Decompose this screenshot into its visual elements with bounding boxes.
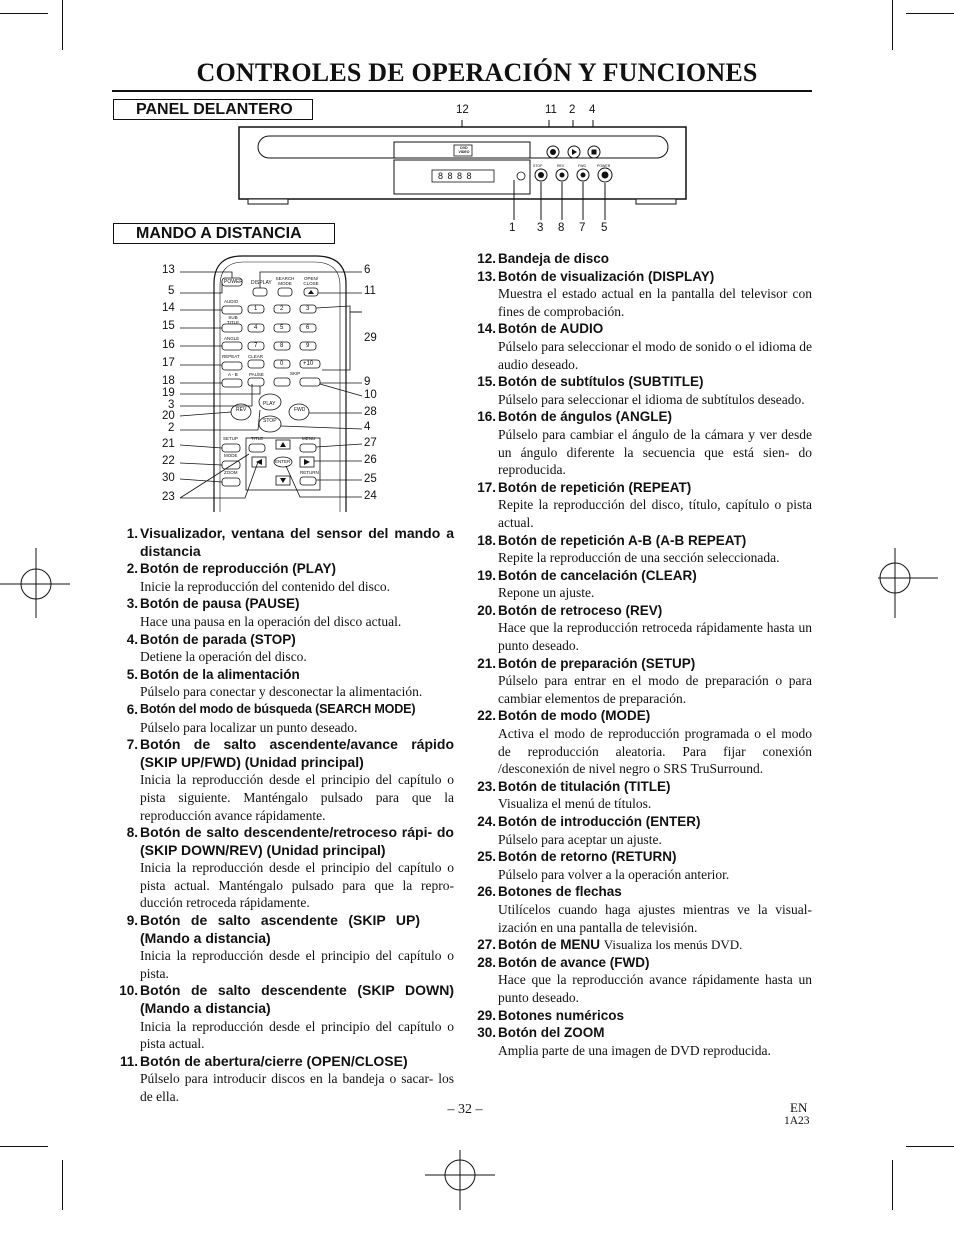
page-title: CONTROLES DE OPERACIÓN Y FUNCIONES <box>196 58 758 87</box>
item-number: 7. <box>126 737 138 753</box>
item-description: Hace que la reproducción avance rápidamente hasta un punto deseado. <box>498 972 812 1005</box>
item-number: 14. <box>477 321 496 337</box>
title-rule <box>112 90 812 92</box>
item-number: 22. <box>477 708 496 724</box>
item-description: Inicia la reproducción desde el principio del capítulo o pista. <box>140 948 454 981</box>
item-heading: Botón de preparación (SETUP) <box>498 655 696 671</box>
right-column <box>470 250 812 1059</box>
item-number: 15. <box>477 374 496 390</box>
item-heading: Botón de modo (MODE) <box>498 708 651 724</box>
item-description: Púlselo para localizar un punto deseado. <box>140 719 358 735</box>
item-heading-row <box>498 848 812 866</box>
list-item <box>470 848 812 883</box>
item-heading: Botón de salto ascendente/avance rápido (SKIP UP/FWD) (Unidad principal) <box>140 736 454 770</box>
callout-label: 2 <box>569 104 576 116</box>
item-heading: Botón de salto ascendente (SKIP UP) (Mando a distancia) <box>140 912 420 946</box>
callout-label: 29 <box>364 332 377 344</box>
list-item <box>470 408 812 478</box>
remote-label-mode: MODE <box>224 453 238 458</box>
item-heading: Botón de subtítulos (SUBTITLE) <box>498 374 704 390</box>
item-heading: Botón de reproducción (PLAY) <box>140 561 337 577</box>
item-description: Púlselo para seleccionar el modo de sonido o el idioma de audio deseado. <box>498 338 812 372</box>
remote-label-display: DISPLAY <box>251 280 272 286</box>
item-heading-row <box>498 373 812 391</box>
callout-label: 9 <box>364 376 371 388</box>
crop-mark <box>906 13 954 14</box>
number-key: 1 <box>254 306 258 312</box>
item-heading-row <box>498 268 812 286</box>
item-number: 6. <box>126 701 138 717</box>
item-heading-row <box>498 532 812 550</box>
item-heading: Botones de flechas <box>498 884 622 900</box>
crop-mark <box>0 13 48 14</box>
remote-label-skip: SKIP <box>290 371 301 376</box>
callout-label: 7 <box>579 222 586 234</box>
item-number: 10. <box>119 983 138 999</box>
remote-label-audio: AUDIO <box>224 299 239 304</box>
item-heading: Botón de la alimentación <box>140 666 300 682</box>
number-key: 8 <box>280 343 284 349</box>
remote-label-return: RETURN <box>300 470 319 475</box>
number-key: +10 <box>303 361 314 367</box>
panel-display-digits: 8 8 8 8 <box>438 171 473 181</box>
callout-label: 1 <box>509 222 516 234</box>
number-key: 3 <box>306 306 310 312</box>
item-heading: Botón de AUDIO <box>498 321 604 337</box>
callout-label: 24 <box>364 490 377 502</box>
item-heading: Botón de introducción (ENTER) <box>498 814 701 829</box>
callout-label: 6 <box>364 264 371 276</box>
item-number: 29. <box>477 1007 496 1023</box>
item-heading-row <box>498 602 812 620</box>
callout-label: 5 <box>168 285 175 297</box>
item-heading: Botón de retroceso (REV) <box>498 602 663 618</box>
item-heading: Botón de avance (FWD) <box>498 954 650 970</box>
item-heading-row <box>498 250 812 268</box>
callout-label: 10 <box>364 389 377 401</box>
item-number: 3. <box>126 596 138 612</box>
crop-mark <box>892 0 893 50</box>
callout-label: 14 <box>162 302 175 314</box>
item-heading-row <box>498 936 812 954</box>
item-heading: Botón de abertura/cierre (OPEN/CLOSE) <box>140 1052 408 1069</box>
item-description: Púlselo para introducir discos en la bandeja o sacar- los de ella. <box>140 1071 454 1104</box>
item-heading-row <box>498 954 812 972</box>
item-number: 20. <box>477 602 496 618</box>
callout-label: 26 <box>364 454 377 466</box>
callout-label: 18 <box>162 375 175 387</box>
item-number: 26. <box>477 884 496 900</box>
item-number: 24. <box>477 814 496 829</box>
item-number: 11. <box>119 1053 138 1069</box>
item-heading: Botón del ZOOM <box>498 1025 605 1041</box>
item-heading: Botón de cancelación (CLEAR) <box>498 567 697 583</box>
item-heading-row <box>498 883 812 901</box>
callout-label: 16 <box>162 339 175 351</box>
remote-label-ab: A - B <box>228 372 238 377</box>
list-item <box>470 1007 812 1025</box>
list-item <box>470 567 812 602</box>
callout-label: 19 <box>162 387 175 399</box>
item-description: Amplia parte de una imagen de DVD reproducida. <box>498 1042 771 1058</box>
item-description: Púlselo para cambiar el ángulo de la cámara y ver desde un ángulo diferente la secuencia que está sien- do reproducida. <box>498 426 812 478</box>
list-item <box>112 701 454 736</box>
remote-diagram <box>150 250 400 520</box>
item-description: Hace una pausa en la operación del disco actual. <box>140 613 402 629</box>
page-number: – 32 – <box>447 1102 483 1117</box>
list-item <box>112 595 454 630</box>
list-item <box>470 1024 812 1059</box>
item-inline-description: Visualiza los menús DVD. <box>603 937 743 953</box>
remote-label-setup: SETUP <box>223 436 239 441</box>
callout-label: 15 <box>162 320 175 332</box>
list-item <box>470 655 812 708</box>
item-heading: Botón de salto descendente (SKIP DOWN) (Mando a distancia) <box>140 982 454 1017</box>
callout-label: 3 <box>168 399 175 411</box>
list-item <box>112 560 454 595</box>
item-heading: Botón de pausa (PAUSE) <box>140 596 300 612</box>
item-heading: Botón de parada (STOP) <box>140 631 296 647</box>
item-number: 4. <box>126 631 138 647</box>
crop-mark <box>62 1160 63 1210</box>
crop-mark <box>62 0 63 50</box>
item-heading-row <box>498 1024 812 1042</box>
list-item <box>112 912 454 982</box>
item-number: 19. <box>477 567 496 583</box>
item-heading: Botón de titulación (TITLE) <box>498 778 671 794</box>
item-description: Utilícelos cuando haga ajustes mientras ve la visual- ización en una pantalla de televisión. <box>498 901 812 935</box>
item-description: Púlselo para conectar y desconectar la alimentación. <box>140 684 423 700</box>
callout-label: 21 <box>162 438 175 450</box>
remote-label-zoom: ZOOM <box>224 470 238 475</box>
remote-label-clear: CLEAR <box>248 354 264 359</box>
item-heading-row <box>498 655 812 673</box>
callout-label: 30 <box>162 472 175 484</box>
item-heading-row <box>498 479 812 497</box>
item-description: Repite la reproducción del disco, título, capítulo o pista actual. <box>498 497 812 530</box>
item-description: Inicia la reproducción desde el principio del capítulo o pista actual. Manténgalo pulsado para que la repro- ducción retroceda rápidamente. <box>140 860 454 911</box>
number-key: 5 <box>280 325 284 331</box>
list-item <box>470 250 812 268</box>
remote-heading: MANDO A DISTANCIA <box>113 223 335 244</box>
list-item <box>470 778 812 813</box>
callout-label: 20 <box>162 410 175 422</box>
item-number: 28. <box>477 954 496 970</box>
list-item <box>112 666 454 701</box>
list-item <box>470 707 812 777</box>
item-number: 9. <box>126 913 138 929</box>
item-heading: Botón de salto descendente/retroceso rápi- do (SKIP DOWN/REV) (Unidad principal) <box>140 824 454 858</box>
item-description: Inicia la reproducción desde el principio del capítulo o pista actual. <box>140 1018 454 1052</box>
callout-label: 2 <box>168 422 175 434</box>
panel-label-rev: REV <box>557 164 565 168</box>
item-number: 13. <box>477 268 496 284</box>
callout-label: 25 <box>364 473 377 485</box>
remote-label-enter: ENTER <box>275 459 291 464</box>
front-panel-heading: PANEL DELANTERO <box>113 99 313 120</box>
item-number: 23. <box>477 778 496 794</box>
remote-label-rev: REV <box>236 407 247 413</box>
number-key: 9 <box>306 343 310 349</box>
remote-label-power: POWER <box>224 279 243 285</box>
callout-label: 13 <box>162 264 175 276</box>
list-item <box>112 736 454 824</box>
item-description: Inicie la reproducción del contenido del disco. <box>140 578 391 594</box>
item-number: 5. <box>126 666 138 682</box>
remote-label-stop: STOP <box>263 418 277 424</box>
item-description: Púlselo para entrar en el modo de preparación o para cambiar elementos de preparación. <box>498 673 812 706</box>
list-item <box>470 813 812 848</box>
dvd-player-drawing <box>236 100 696 240</box>
callout-label: 3 <box>537 222 544 234</box>
item-heading-row <box>498 320 812 338</box>
crop-mark <box>906 1146 954 1147</box>
remote-label-menu: MENU <box>302 436 316 441</box>
list-item <box>112 525 454 560</box>
list-item <box>470 268 812 321</box>
list-item <box>470 373 812 408</box>
remote-drawing <box>150 250 400 520</box>
panel-label-stop: STOP <box>533 164 543 168</box>
callout-label: 8 <box>558 222 565 234</box>
item-number: 18. <box>477 532 496 548</box>
list-item <box>470 532 812 567</box>
list-item <box>470 602 812 655</box>
callout-label: 11 <box>545 104 557 116</box>
remote-label-subtitle: SUB TITLE <box>226 315 240 325</box>
callout-label: 5 <box>601 222 608 234</box>
item-number: 27. <box>477 937 496 953</box>
number-key: 4 <box>254 325 258 331</box>
item-heading-row <box>498 408 812 426</box>
item-heading: Botón de repetición A-B (A-B REPEAT) <box>498 532 747 548</box>
item-number: 21. <box>477 655 496 671</box>
item-number: 16. <box>477 409 496 425</box>
item-description: Repone un ajuste. <box>498 585 595 601</box>
callout-label: 17 <box>162 357 175 369</box>
item-heading: Botón del modo de búsqueda (SEARCH MODE) <box>140 701 416 716</box>
item-description: Detiene la operación del disco. <box>140 649 307 665</box>
remote-label-title: TITLE <box>251 436 264 441</box>
item-description: Activa el modo de reproducción programada o el modo de reproducción aleatoria. Para fijar conexión /desconexión de nivel negro o SRS TruSurround. <box>498 726 812 777</box>
item-heading: Botón de retorno (RETURN) <box>498 849 677 865</box>
list-item <box>112 631 454 666</box>
callout-label: 22 <box>162 455 175 467</box>
list-item <box>112 982 454 1052</box>
number-key: 6 <box>306 325 310 331</box>
item-number: 8. <box>126 825 138 841</box>
callout-label: 11 <box>364 285 376 297</box>
list-item <box>470 954 812 1007</box>
list-item <box>470 936 812 954</box>
item-description: Púlselo para seleccionar el idioma de subtítulos deseado. <box>498 391 805 407</box>
item-description: Púlselo para aceptar un ajuste. <box>498 831 662 847</box>
remote-label-pause: PAUSE <box>249 372 264 377</box>
doc-code: 1A23 <box>784 1115 810 1127</box>
item-number: 12. <box>477 251 496 266</box>
item-heading: Botón de MENU <box>498 937 600 953</box>
callout-label: 23 <box>162 491 175 503</box>
list-item <box>112 824 454 912</box>
item-number: 30. <box>477 1025 496 1041</box>
item-heading-row <box>498 778 812 796</box>
item-description: Visualiza el menú de títulos. <box>498 796 652 812</box>
number-key: 2 <box>280 306 284 312</box>
item-heading: Visualizador, ventana del sensor del mando a distancia <box>140 525 454 559</box>
item-heading: Botón de visualización (DISPLAY) <box>498 268 715 284</box>
remote-label-play: PLAY <box>263 401 276 407</box>
callout-label: 27 <box>364 437 377 449</box>
list-item <box>470 883 812 936</box>
registration-mark <box>425 1150 495 1210</box>
item-heading: Botón de ángulos (ANGLE) <box>498 409 672 425</box>
item-heading-row <box>498 1007 812 1025</box>
item-number: 25. <box>477 849 496 865</box>
remote-label-repeat: REPEAT <box>222 354 240 359</box>
item-number: 2. <box>126 561 138 577</box>
dvd-logo: DVD VIDEO <box>458 146 470 154</box>
item-heading-row <box>498 707 812 725</box>
item-description: Muestra el estado actual en la pantalla del televisor con fines de comprobación. <box>498 286 812 319</box>
left-column <box>112 525 454 1106</box>
item-heading: Botón de repetición (REPEAT) <box>498 479 692 495</box>
registration-mark <box>878 548 948 618</box>
callout-label: 4 <box>589 104 596 116</box>
item-description: Púlselo para volver a la operación anterior. <box>498 866 730 882</box>
panel-label-power: POWER <box>597 164 611 168</box>
item-description: Repite la reproducción de una sección seleccionada. <box>498 550 780 566</box>
language-code: EN <box>790 1100 808 1115</box>
callout-label: 4 <box>364 421 371 433</box>
crop-mark <box>892 1160 893 1210</box>
item-heading: Botones numéricos <box>498 1007 625 1023</box>
item-description: Hace que la reproducción retroceda rápidamente hasta un punto deseado. <box>498 620 812 654</box>
item-heading-row <box>498 567 812 585</box>
item-number: 1. <box>126 526 138 541</box>
number-key: 7 <box>254 343 258 349</box>
remote-label-search-mode: SEARCH MODE <box>275 276 295 286</box>
front-panel-diagram <box>236 100 696 240</box>
item-heading-row <box>498 813 812 831</box>
list-item <box>470 320 812 373</box>
crop-mark <box>0 1146 48 1147</box>
remote-label-angle: ANGLE <box>224 336 240 341</box>
remote-label-fwd: FWD <box>294 407 306 413</box>
registration-mark <box>0 548 70 618</box>
callout-label: 12 <box>456 104 469 116</box>
item-heading: Bandeja de disco <box>498 251 610 266</box>
item-description: Inicia la reproducción desde el principio del capítulo o pista siguiente. Manténgalo pulsado para que la reproducción avance rápidamente. <box>140 772 454 823</box>
callout-label: 28 <box>364 406 377 418</box>
panel-label-fwd: FWD <box>578 164 586 168</box>
item-number: 17. <box>477 479 496 495</box>
remote-label-open-close: OPEN/ CLOSE <box>303 276 319 286</box>
number-key: 0 <box>280 361 284 367</box>
list-item <box>112 1053 454 1106</box>
list-item <box>470 479 812 532</box>
